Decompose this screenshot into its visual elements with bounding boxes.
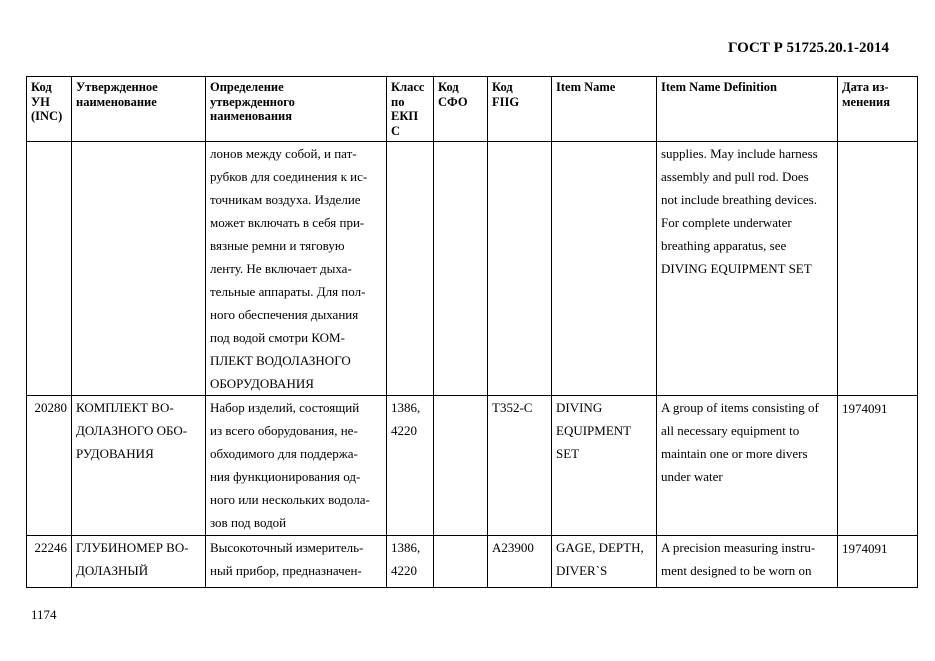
- text-line: под водой смотри КОМ-: [210, 330, 345, 345]
- text-line: обходимого для поддержа-: [210, 446, 358, 461]
- text-line: 20280: [34, 400, 67, 415]
- cell-inc: [27, 396, 72, 536]
- text-line: DIVER`S: [556, 563, 608, 578]
- cell-change-date: [838, 396, 918, 536]
- text-line: ленту. Не включает дыха-: [210, 261, 352, 276]
- text-line: Класс: [391, 80, 425, 94]
- cell-inc: [27, 536, 72, 588]
- col-header-inc: [27, 77, 72, 142]
- cell-change-date: [838, 142, 918, 396]
- text-line: Код: [438, 80, 459, 94]
- text-line: ного или нескольких водола-: [210, 492, 370, 507]
- text-line: T352-C: [492, 400, 533, 415]
- text-line: СФО: [438, 94, 468, 109]
- text-line: ного обеспечения дыхания: [210, 307, 359, 322]
- table-row: [27, 142, 918, 396]
- text-line: GAGE, DEPTH,: [556, 540, 644, 555]
- text-line: 1386,: [391, 540, 421, 555]
- table-row: [27, 536, 918, 588]
- text-line: 22246: [34, 540, 67, 555]
- page-number: 1174: [31, 607, 57, 622]
- col-header-sfo: [434, 77, 488, 142]
- text-line: all necessary equipment to: [661, 423, 800, 438]
- cell-item-name: [552, 142, 657, 396]
- cell-approved-name: [72, 142, 206, 396]
- text-line: A precision measuring instru-: [661, 540, 816, 555]
- text-line: breathing apparatus, see: [661, 238, 787, 253]
- col-header-approved-name: [72, 77, 206, 142]
- text-line: supplies. May include harness: [661, 146, 818, 161]
- text-line: наименование: [76, 94, 157, 109]
- text-line: С: [391, 123, 401, 138]
- col-header-class: [387, 77, 434, 142]
- text-line: из всего оборудования, не-: [210, 423, 358, 438]
- text-line: Высокоточный измеритель-: [210, 540, 364, 555]
- cell-definition: [206, 536, 387, 588]
- text-line: ный прибор, предназначен-: [210, 563, 362, 578]
- text-line: DIVING EQUIPMENT SET: [661, 261, 812, 276]
- cell-class: [387, 396, 434, 536]
- text-line: ment designed to be worn on: [661, 563, 812, 578]
- col-header-fiig: [488, 77, 552, 142]
- text-line: тельные аппараты. Для пол-: [210, 284, 366, 299]
- text-line: менения: [842, 94, 890, 109]
- document-header: ГОСТ Р 51725.20.1-2014: [727, 40, 889, 56]
- cell-sfo: [434, 142, 488, 396]
- nomenclature-table: [26, 76, 918, 588]
- cell-item-name: [552, 536, 657, 588]
- text-line: по: [391, 94, 405, 109]
- text-line: утвержденного: [210, 94, 295, 109]
- text-line: лонов между собой, и пат-: [210, 146, 357, 161]
- col-header-definition: [206, 77, 387, 142]
- cell-fiig: [488, 396, 552, 536]
- text-line: рубков для соединения к ис-: [210, 169, 368, 184]
- cell-sfo: [434, 536, 488, 588]
- text-line: Код: [31, 80, 52, 94]
- text-line: Утвержденное: [76, 80, 158, 94]
- text-line: Дата из-: [842, 80, 889, 94]
- text-line: Item Name: [556, 80, 616, 94]
- cell-item-name: [552, 396, 657, 536]
- text-line: For complete underwater: [661, 215, 792, 230]
- text-line: ОБОРУДОВАНИЯ: [210, 376, 314, 391]
- text-line: (INC): [31, 109, 63, 123]
- text-line: вязные ремни и тяговую: [210, 238, 345, 253]
- text-line: under water: [661, 469, 723, 484]
- cell-definition: [206, 142, 387, 396]
- col-header-item-name: [552, 77, 657, 142]
- text-line: Набор изделий, состоящий: [210, 400, 360, 415]
- text-line: 1974091: [842, 541, 888, 556]
- cell-class: [387, 536, 434, 588]
- text-line: ДОЛАЗНЫЙ: [76, 563, 149, 578]
- text-line: A23900: [492, 540, 534, 555]
- text-line: maintain one or more divers: [661, 446, 808, 461]
- cell-inc: [27, 142, 72, 396]
- cell-fiig: [488, 142, 552, 396]
- text-line: РУДОВАНИЯ: [76, 446, 154, 461]
- text-line: EQUIPMENT: [556, 423, 632, 438]
- cell-approved-name: [72, 536, 206, 588]
- text-line: наименования: [210, 109, 293, 123]
- text-line: ДОЛАЗНОГО ОБО-: [76, 423, 188, 438]
- cell-approved-name: [72, 396, 206, 536]
- cell-definition: [206, 396, 387, 536]
- text-line: not include breathing devices.: [661, 192, 817, 207]
- text-line: Код: [492, 80, 513, 94]
- table-header-row: [27, 77, 918, 142]
- cell-sfo: [434, 396, 488, 536]
- text-line: Определение: [210, 80, 284, 94]
- text-line: зов под водой: [210, 515, 287, 530]
- text-line: A group of items consisting of: [661, 400, 819, 415]
- text-line: КОМПЛЕКТ ВО-: [76, 400, 174, 415]
- text-line: assembly and pull rod. Does: [661, 169, 809, 184]
- text-line: SET: [556, 446, 580, 461]
- text-line: ПЛЕКТ ВОДОЛАЗНОГО: [210, 353, 351, 368]
- text-line: 1974091: [842, 401, 888, 416]
- text-line: УН: [31, 94, 50, 109]
- text-line: DIVING: [556, 400, 603, 415]
- cell-fiig: [488, 536, 552, 588]
- text-line: 1386,: [391, 400, 421, 415]
- text-line: FIIG: [492, 94, 520, 109]
- text-line: ГЛУБИНОМЕР ВО-: [76, 540, 189, 555]
- cell-item-definition: [657, 142, 838, 396]
- cell-change-date: [838, 536, 918, 588]
- cell-item-definition: [657, 536, 838, 588]
- text-line: может включать в себя при-: [210, 215, 365, 230]
- col-header-change-date: [838, 77, 918, 142]
- cell-class: [387, 142, 434, 396]
- text-line: точникам воздуха. Изделие: [210, 192, 361, 207]
- col-header-item-definition: [657, 77, 838, 142]
- cell-item-definition: [657, 396, 838, 536]
- text-line: ЕКП: [391, 109, 419, 123]
- text-line: 4220: [391, 563, 417, 578]
- text-line: 4220: [391, 423, 417, 438]
- text-line: ния функционирования од-: [210, 469, 361, 484]
- text-line: Item Name Definition: [661, 80, 777, 94]
- table-row: [27, 396, 918, 536]
